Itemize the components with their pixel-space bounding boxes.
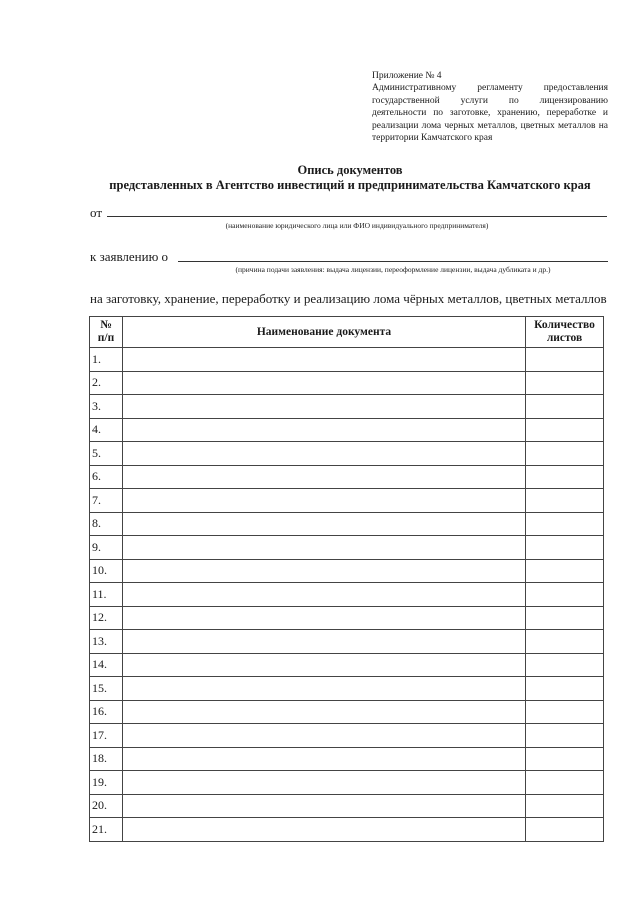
sheet-count-cell[interactable] — [526, 418, 604, 442]
row-number: 3. — [90, 395, 123, 419]
table-row — [90, 442, 604, 466]
row-number: 12. — [90, 606, 123, 630]
header-number — [90, 317, 123, 348]
row-number: 5. — [90, 442, 123, 466]
document-name-cell[interactable] — [123, 371, 526, 395]
table-row — [90, 348, 604, 372]
application-hint: (причина подачи заявления: выдача лицензии, переоформление лицензии, выдача дубликата и др.) — [235, 265, 551, 274]
sheet-count-cell[interactable] — [526, 818, 604, 842]
sheet-count-cell[interactable] — [526, 606, 604, 630]
from-hint: (наименование юридического лица или ФИО индивидуального предпринимателя) — [225, 221, 489, 230]
table-row — [90, 418, 604, 442]
document-name-cell[interactable] — [123, 395, 526, 419]
sheet-count-cell[interactable] — [526, 653, 604, 677]
application-field[interactable] — [178, 261, 608, 262]
appendix-text: Административному регламенту предоставления государственной услуги по лицензированию деятельности по заготовке, хранению, переработке и реализации лома черных металлов, цветных металлов на территории Камчатского края — [372, 83, 608, 144]
document-name-cell[interactable] — [123, 653, 526, 677]
document-name-cell[interactable] — [123, 489, 526, 513]
document-name-cell[interactable] — [123, 583, 526, 607]
table-row — [90, 395, 604, 419]
table-row — [90, 465, 604, 489]
document-name-cell[interactable] — [123, 536, 526, 560]
row-number: 4. — [90, 418, 123, 442]
document-subtitle: представленных в Агентство инвестиций и предпринимательства Камчатского края — [109, 178, 591, 192]
header-sheet-count — [526, 317, 604, 348]
table-row — [90, 724, 604, 748]
sheet-count-cell[interactable] — [526, 489, 604, 513]
row-number: 6. — [90, 465, 123, 489]
document-name-cell[interactable] — [123, 794, 526, 818]
table-row — [90, 371, 604, 395]
row-number: 9. — [90, 536, 123, 560]
sheet-count-cell[interactable] — [526, 536, 604, 560]
table-row — [90, 653, 604, 677]
row-number: 11. — [90, 583, 123, 607]
table-row — [90, 771, 604, 795]
table-row — [90, 489, 604, 513]
document-name-cell[interactable] — [123, 465, 526, 489]
sheet-count-cell[interactable] — [526, 700, 604, 724]
row-number: 13. — [90, 630, 123, 654]
from-label: от — [90, 205, 103, 220]
table-row — [90, 606, 604, 630]
sheet-count-cell[interactable] — [526, 348, 604, 372]
sheet-count-cell[interactable] — [526, 559, 604, 583]
document-name-cell[interactable] — [123, 348, 526, 372]
row-number: 17. — [90, 724, 123, 748]
subject-line: на заготовку, хранение, переработку и реализацию лома чёрных металлов, цветных металлов — [90, 291, 607, 306]
document-name-cell[interactable] — [123, 606, 526, 630]
table-header-row — [90, 317, 604, 348]
document-name-cell[interactable] — [123, 677, 526, 701]
table-row — [90, 583, 604, 607]
table-row — [90, 512, 604, 536]
document-name-cell[interactable] — [123, 818, 526, 842]
document-name-cell[interactable] — [123, 630, 526, 654]
sheet-count-cell[interactable] — [526, 724, 604, 748]
document-name-cell[interactable] — [123, 418, 526, 442]
sheet-count-cell[interactable] — [526, 512, 604, 536]
sheet-count-cell[interactable] — [526, 442, 604, 466]
table-row — [90, 677, 604, 701]
documents-table — [89, 316, 604, 842]
document-name-cell[interactable] — [123, 747, 526, 771]
table-row — [90, 559, 604, 583]
document-title: Опись документов — [297, 163, 403, 177]
sheet-count-cell[interactable] — [526, 771, 604, 795]
sheet-count-cell[interactable] — [526, 465, 604, 489]
table-row — [90, 818, 604, 842]
row-number: 20. — [90, 794, 123, 818]
table-row — [90, 747, 604, 771]
table-row — [90, 536, 604, 560]
sheet-count-cell[interactable] — [526, 630, 604, 654]
row-number: 14. — [90, 653, 123, 677]
row-number: 8. — [90, 512, 123, 536]
sheet-count-cell[interactable] — [526, 747, 604, 771]
row-number: 1. — [90, 348, 123, 372]
row-number: 19. — [90, 771, 123, 795]
sheet-count-cell[interactable] — [526, 395, 604, 419]
sheet-count-cell[interactable] — [526, 371, 604, 395]
document-name-cell[interactable] — [123, 700, 526, 724]
row-number: 7. — [90, 489, 123, 513]
document-name-cell[interactable] — [123, 559, 526, 583]
appendix-block — [372, 70, 608, 144]
from-field[interactable] — [107, 216, 607, 217]
appendix-number: Приложение № 4 — [372, 71, 442, 81]
document-name-cell[interactable] — [123, 512, 526, 536]
table-row — [90, 700, 604, 724]
header-number-line1: № — [100, 319, 112, 331]
sheet-count-cell[interactable] — [526, 794, 604, 818]
document-name-cell[interactable] — [123, 442, 526, 466]
sheet-count-cell[interactable] — [526, 583, 604, 607]
row-number: 15. — [90, 677, 123, 701]
header-number-line2: п/п — [97, 332, 115, 344]
row-number: 18. — [90, 747, 123, 771]
table-row — [90, 630, 604, 654]
sheet-count-cell[interactable] — [526, 677, 604, 701]
application-label: к заявлению о — [90, 249, 169, 264]
document-name-cell[interactable] — [123, 724, 526, 748]
row-number: 10. — [90, 559, 123, 583]
row-number: 21. — [90, 818, 123, 842]
row-number: 16. — [90, 700, 123, 724]
table-row — [90, 794, 604, 818]
row-number: 2. — [90, 371, 123, 395]
header-document-name: Наименование документа — [123, 317, 526, 348]
document-name-cell[interactable] — [123, 771, 526, 795]
header-count-line1: Количество — [534, 319, 595, 331]
header-count-line2: листов — [546, 332, 583, 344]
